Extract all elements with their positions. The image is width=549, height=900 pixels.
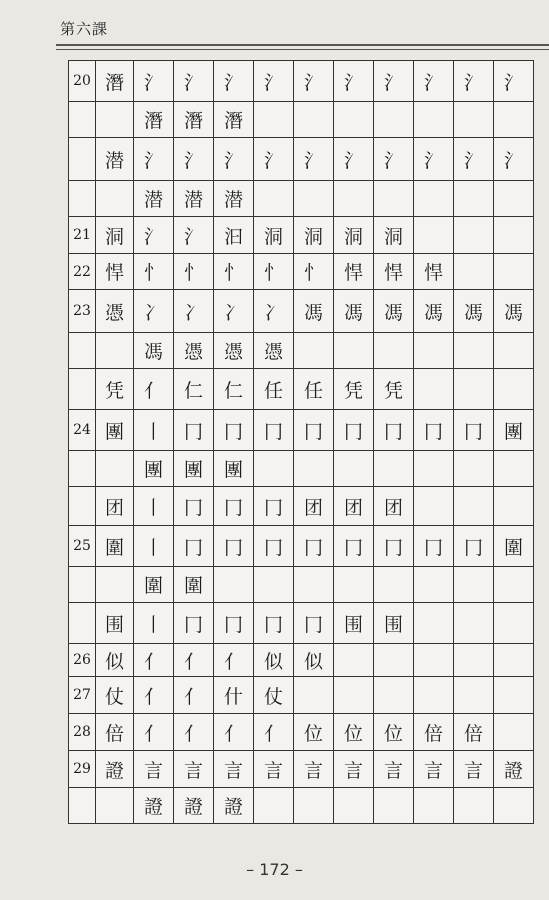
stroke-step-cell — [454, 102, 494, 138]
entry-number — [69, 788, 96, 824]
table-row — [69, 714, 534, 751]
stroke-step-cell: 仁 — [214, 369, 254, 410]
stroke-step-cell: 位 — [374, 714, 414, 751]
stroke-step-cell: 亻 — [134, 714, 174, 751]
stroke-step-cell: 冂 — [454, 526, 494, 567]
entry-character: 围 — [96, 603, 134, 644]
stroke-step-cell: 围 — [374, 603, 414, 644]
stroke-step-cell — [214, 567, 254, 603]
stroke-step-cell — [374, 451, 414, 487]
stroke-step-cell — [254, 788, 294, 824]
entry-character: 憑 — [96, 290, 134, 333]
entry-number — [69, 333, 96, 369]
stroke-step-cell — [414, 677, 454, 714]
stroke-step-cell — [294, 567, 334, 603]
stroke-step-cell — [494, 102, 534, 138]
stroke-step-cell: 氵 — [374, 138, 414, 181]
stroke-step-cell: 言 — [294, 751, 334, 788]
stroke-step-cell: 凭 — [374, 369, 414, 410]
stroke-step-cell — [494, 567, 534, 603]
entry-character: 似 — [96, 644, 134, 677]
stroke-step-cell — [334, 451, 374, 487]
stroke-step-cell — [294, 788, 334, 824]
stroke-step-cell: 冂 — [374, 410, 414, 451]
stroke-step-cell: 冂 — [254, 526, 294, 567]
stroke-step-cell: 證 — [214, 788, 254, 824]
stroke-step-cell — [414, 487, 454, 526]
stroke-step-cell: 冫 — [134, 290, 174, 333]
stroke-step-cell: 言 — [134, 751, 174, 788]
stroke-step-cell: 團 — [494, 410, 534, 451]
stroke-step-cell — [374, 644, 414, 677]
stroke-step-cell: 洞 — [374, 217, 414, 254]
stroke-step-cell: 潜 — [214, 181, 254, 217]
stroke-step-cell: 悍 — [334, 254, 374, 290]
entry-character — [96, 788, 134, 824]
stroke-step-cell — [454, 677, 494, 714]
stroke-step-cell — [454, 644, 494, 677]
stroke-step-cell: 氵 — [454, 138, 494, 181]
stroke-step-cell — [494, 181, 534, 217]
stroke-step-cell: 憑 — [214, 333, 254, 369]
stroke-step-cell: 證 — [494, 751, 534, 788]
stroke-step-cell: 冂 — [214, 410, 254, 451]
stroke-step-cell: 馮 — [294, 290, 334, 333]
stroke-step-cell: 仗 — [254, 677, 294, 714]
stroke-step-cell: 位 — [334, 714, 374, 751]
entry-character: 凭 — [96, 369, 134, 410]
stroke-step-cell: 冂 — [414, 526, 454, 567]
entry-number: 28 — [69, 714, 96, 751]
table-row — [69, 526, 534, 567]
entry-number: 23 — [69, 290, 96, 333]
stroke-step-cell: 證 — [174, 788, 214, 824]
stroke-step-cell: 凭 — [334, 369, 374, 410]
stroke-step-cell: 忄 — [214, 254, 254, 290]
entry-character: 證 — [96, 751, 134, 788]
stroke-step-cell — [374, 677, 414, 714]
stroke-order-table — [68, 60, 534, 824]
stroke-step-cell — [334, 677, 374, 714]
stroke-step-cell — [374, 181, 414, 217]
stroke-step-cell — [334, 788, 374, 824]
stroke-step-cell — [494, 254, 534, 290]
stroke-step-cell — [334, 181, 374, 217]
stroke-step-cell: 冂 — [414, 410, 454, 451]
stroke-step-cell — [294, 181, 334, 217]
entry-character — [96, 181, 134, 217]
entry-number: 24 — [69, 410, 96, 451]
stroke-step-cell: 丨 — [134, 410, 174, 451]
stroke-step-cell — [494, 451, 534, 487]
table-row — [69, 788, 534, 824]
stroke-step-cell — [254, 451, 294, 487]
page-number: – 172 – — [246, 860, 303, 879]
table-row — [69, 410, 534, 451]
entry-number — [69, 102, 96, 138]
stroke-step-cell: 冂 — [334, 410, 374, 451]
stroke-step-cell — [414, 102, 454, 138]
stroke-step-cell: 亻 — [254, 714, 294, 751]
stroke-step-cell: 丨 — [134, 603, 174, 644]
stroke-step-cell: 言 — [454, 751, 494, 788]
entry-character — [96, 102, 134, 138]
table-row — [69, 181, 534, 217]
stroke-step-cell: 冂 — [374, 526, 414, 567]
stroke-step-cell: 冂 — [174, 487, 214, 526]
stroke-step-cell: 冂 — [294, 410, 334, 451]
stroke-step-cell: 團 — [134, 451, 174, 487]
entry-number — [69, 487, 96, 526]
stroke-step-cell: 忄 — [254, 254, 294, 290]
stroke-step-cell — [414, 369, 454, 410]
stroke-step-cell: 似 — [294, 644, 334, 677]
entry-number: 21 — [69, 217, 96, 254]
entry-character: 潛 — [96, 61, 134, 102]
stroke-step-cell: 亻 — [174, 677, 214, 714]
stroke-step-cell: 亻 — [134, 644, 174, 677]
stroke-step-cell: 氵 — [294, 138, 334, 181]
entry-character: 仗 — [96, 677, 134, 714]
stroke-step-cell: 憑 — [174, 333, 214, 369]
stroke-step-cell — [454, 369, 494, 410]
stroke-step-cell — [454, 254, 494, 290]
entry-character: 圍 — [96, 526, 134, 567]
stroke-step-cell: 氵 — [454, 61, 494, 102]
table-row — [69, 603, 534, 644]
stroke-step-cell: 氵 — [254, 61, 294, 102]
entry-number: 27 — [69, 677, 96, 714]
stroke-step-cell: 氵 — [134, 217, 174, 254]
stroke-step-cell: 冂 — [254, 487, 294, 526]
stroke-step-cell: 仁 — [174, 369, 214, 410]
stroke-step-cell: 亻 — [134, 369, 174, 410]
stroke-step-cell — [454, 451, 494, 487]
entry-number: 22 — [69, 254, 96, 290]
stroke-step-cell — [414, 567, 454, 603]
entry-number: 29 — [69, 751, 96, 788]
table-row — [69, 217, 534, 254]
stroke-step-cell: 氵 — [374, 61, 414, 102]
stroke-step-cell: 圍 — [174, 567, 214, 603]
stroke-step-cell: 言 — [174, 751, 214, 788]
stroke-step-cell: 言 — [254, 751, 294, 788]
stroke-step-cell: 洞 — [334, 217, 374, 254]
stroke-step-cell: 丨 — [134, 487, 174, 526]
stroke-step-cell: 团 — [374, 487, 414, 526]
stroke-step-cell: 氵 — [174, 217, 214, 254]
entry-character: 悍 — [96, 254, 134, 290]
stroke-step-cell — [494, 333, 534, 369]
stroke-step-cell: 亻 — [174, 714, 214, 751]
stroke-step-cell — [494, 603, 534, 644]
entry-number: 25 — [69, 526, 96, 567]
stroke-step-cell: 汩 — [214, 217, 254, 254]
stroke-step-cell: 言 — [214, 751, 254, 788]
stroke-step-cell: 氵 — [174, 138, 214, 181]
stroke-step-cell: 倍 — [454, 714, 494, 751]
stroke-step-cell: 似 — [254, 644, 294, 677]
stroke-step-cell: 冂 — [174, 526, 214, 567]
stroke-step-cell: 馮 — [454, 290, 494, 333]
stroke-step-cell — [414, 217, 454, 254]
table-row — [69, 369, 534, 410]
stroke-step-cell — [254, 102, 294, 138]
stroke-step-cell: 氵 — [494, 61, 534, 102]
stroke-step-cell: 冂 — [334, 526, 374, 567]
stroke-step-cell — [294, 677, 334, 714]
stroke-step-cell: 冂 — [214, 603, 254, 644]
stroke-step-cell: 任 — [254, 369, 294, 410]
stroke-step-cell: 馮 — [334, 290, 374, 333]
stroke-step-cell: 氵 — [134, 138, 174, 181]
stroke-step-cell: 馮 — [374, 290, 414, 333]
stroke-step-cell: 潛 — [174, 102, 214, 138]
entry-character — [96, 333, 134, 369]
stroke-step-cell — [454, 567, 494, 603]
stroke-step-cell: 冫 — [214, 290, 254, 333]
stroke-step-cell — [494, 487, 534, 526]
header-rule — [56, 44, 549, 50]
page-header-title: 第六課 — [60, 20, 109, 38]
stroke-step-cell: 冂 — [254, 410, 294, 451]
stroke-step-cell: 什 — [214, 677, 254, 714]
entry-character: 倍 — [96, 714, 134, 751]
stroke-step-cell: 丨 — [134, 526, 174, 567]
entry-number: 20 — [69, 61, 96, 102]
table-row — [69, 61, 534, 102]
stroke-step-cell: 亻 — [174, 644, 214, 677]
stroke-step-cell — [454, 217, 494, 254]
stroke-step-cell — [414, 603, 454, 644]
stroke-step-cell: 冂 — [294, 526, 334, 567]
stroke-step-cell: 忄 — [174, 254, 214, 290]
stroke-step-cell — [294, 102, 334, 138]
stroke-step-cell: 冫 — [254, 290, 294, 333]
stroke-step-cell: 悍 — [374, 254, 414, 290]
stroke-step-cell — [254, 181, 294, 217]
stroke-step-cell: 言 — [334, 751, 374, 788]
stroke-step-cell: 冂 — [174, 410, 214, 451]
stroke-step-cell — [414, 788, 454, 824]
stroke-step-cell — [334, 567, 374, 603]
stroke-step-cell: 冂 — [294, 603, 334, 644]
stroke-step-cell: 憑 — [254, 333, 294, 369]
entry-number — [69, 567, 96, 603]
stroke-step-cell: 團 — [174, 451, 214, 487]
stroke-step-cell: 言 — [374, 751, 414, 788]
stroke-step-cell — [334, 333, 374, 369]
stroke-step-cell: 氵 — [214, 61, 254, 102]
stroke-step-cell: 围 — [334, 603, 374, 644]
stroke-step-cell: 氵 — [494, 138, 534, 181]
stroke-step-cell — [334, 644, 374, 677]
stroke-step-cell: 潛 — [134, 102, 174, 138]
stroke-step-cell — [294, 333, 334, 369]
stroke-step-cell: 冂 — [454, 410, 494, 451]
stroke-step-cell — [254, 567, 294, 603]
stroke-step-cell — [374, 102, 414, 138]
entry-number — [69, 603, 96, 644]
stroke-step-cell: 任 — [294, 369, 334, 410]
stroke-step-cell: 位 — [294, 714, 334, 751]
stroke-step-cell: 亻 — [214, 714, 254, 751]
stroke-step-cell — [414, 644, 454, 677]
stroke-step-cell — [494, 714, 534, 751]
stroke-step-cell — [494, 644, 534, 677]
stroke-step-cell: 圍 — [494, 526, 534, 567]
stroke-step-cell: 言 — [414, 751, 454, 788]
stroke-step-cell: 氵 — [294, 61, 334, 102]
stroke-step-cell — [334, 102, 374, 138]
stroke-step-cell — [494, 677, 534, 714]
stroke-step-cell: 冂 — [174, 603, 214, 644]
entry-number — [69, 369, 96, 410]
stroke-step-cell — [494, 788, 534, 824]
stroke-step-cell: 亻 — [134, 677, 174, 714]
entry-character: 潜 — [96, 138, 134, 181]
entry-character: 團 — [96, 410, 134, 451]
stroke-step-cell: 洞 — [294, 217, 334, 254]
stroke-step-cell — [494, 369, 534, 410]
stroke-step-cell: 冫 — [174, 290, 214, 333]
stroke-step-cell: 馮 — [494, 290, 534, 333]
stroke-step-cell — [454, 603, 494, 644]
entry-character — [96, 567, 134, 603]
stroke-step-cell — [454, 487, 494, 526]
table-row — [69, 751, 534, 788]
stroke-step-cell: 氵 — [334, 138, 374, 181]
entry-number — [69, 451, 96, 487]
stroke-step-cell: 氵 — [254, 138, 294, 181]
stroke-step-cell: 冂 — [214, 487, 254, 526]
stroke-step-cell: 团 — [334, 487, 374, 526]
table-row — [69, 102, 534, 138]
stroke-step-cell — [454, 333, 494, 369]
stroke-step-cell: 潜 — [134, 181, 174, 217]
stroke-step-cell: 氵 — [174, 61, 214, 102]
table-row — [69, 487, 534, 526]
stroke-step-cell: 团 — [294, 487, 334, 526]
entry-character: 洞 — [96, 217, 134, 254]
stroke-step-cell: 亻 — [214, 644, 254, 677]
stroke-step-cell: 忄 — [294, 254, 334, 290]
stroke-step-cell: 氵 — [334, 61, 374, 102]
stroke-step-cell: 悍 — [414, 254, 454, 290]
stroke-step-cell — [454, 788, 494, 824]
stroke-step-cell — [414, 333, 454, 369]
stroke-step-cell: 氵 — [414, 61, 454, 102]
stroke-step-cell: 氵 — [134, 61, 174, 102]
entry-character — [96, 451, 134, 487]
stroke-step-cell — [374, 567, 414, 603]
stroke-step-cell — [294, 451, 334, 487]
entry-number — [69, 138, 96, 181]
entry-character: 团 — [96, 487, 134, 526]
stroke-step-cell: 忄 — [134, 254, 174, 290]
table-row — [69, 333, 534, 369]
entry-number: 26 — [69, 644, 96, 677]
table-row — [69, 567, 534, 603]
stroke-step-cell — [414, 181, 454, 217]
table-row — [69, 290, 534, 333]
stroke-step-cell: 倍 — [414, 714, 454, 751]
table-row — [69, 451, 534, 487]
table-row — [69, 677, 534, 714]
stroke-step-cell: 氵 — [414, 138, 454, 181]
table-row — [69, 138, 534, 181]
stroke-step-cell: 洞 — [254, 217, 294, 254]
stroke-step-cell: 圍 — [134, 567, 174, 603]
stroke-step-cell: 潜 — [174, 181, 214, 217]
stroke-step-cell: 證 — [134, 788, 174, 824]
stroke-step-cell: 冂 — [254, 603, 294, 644]
stroke-step-cell: 潛 — [214, 102, 254, 138]
stroke-step-cell — [374, 333, 414, 369]
stroke-step-cell — [454, 181, 494, 217]
table-row — [69, 254, 534, 290]
entry-number — [69, 181, 96, 217]
stroke-step-cell: 氵 — [214, 138, 254, 181]
table-row — [69, 644, 534, 677]
stroke-step-cell — [374, 788, 414, 824]
stroke-step-cell: 馮 — [414, 290, 454, 333]
stroke-step-cell: 馮 — [134, 333, 174, 369]
stroke-step-cell — [414, 451, 454, 487]
stroke-step-cell: 團 — [214, 451, 254, 487]
stroke-step-cell: 冂 — [214, 526, 254, 567]
stroke-step-cell — [494, 217, 534, 254]
